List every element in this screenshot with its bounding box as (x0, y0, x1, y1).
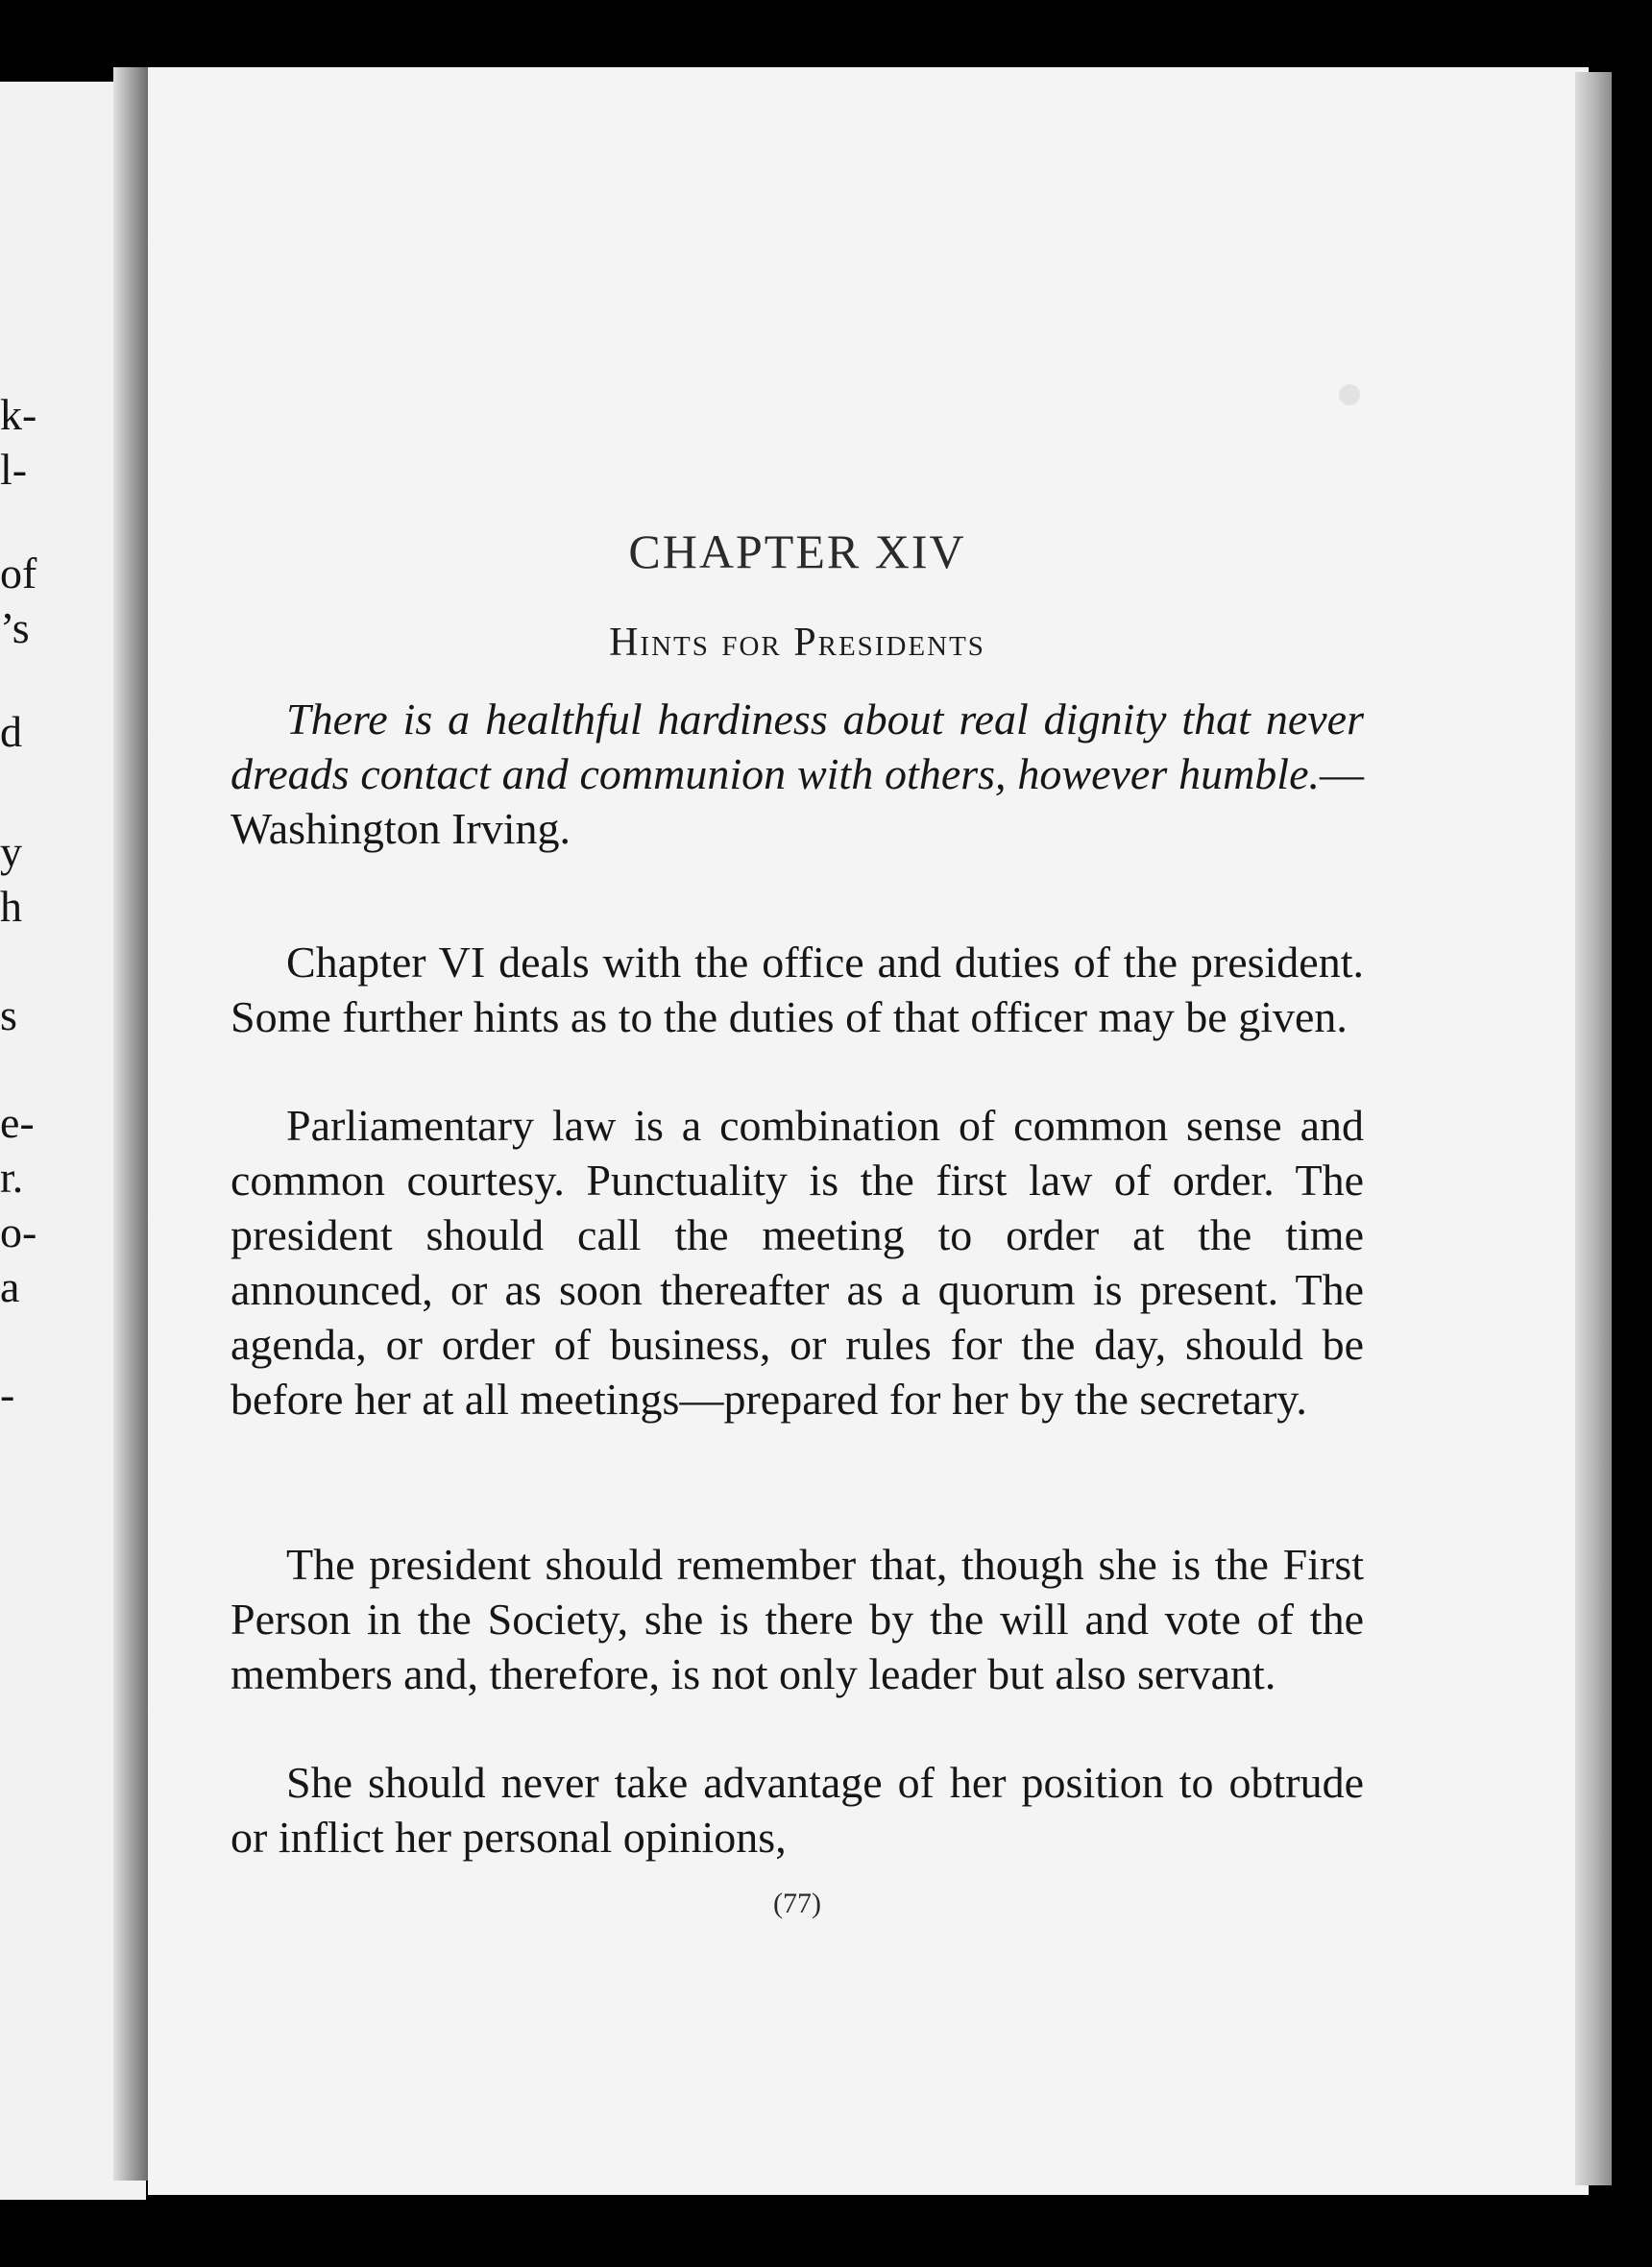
epigraph (231, 692, 1364, 856)
fragment: a (0, 1262, 20, 1311)
paragraph: She should never take advantage of her position to obtrude or inflict her personal opinions, (231, 1758, 1364, 1862)
fragment: y (0, 827, 22, 876)
paragraph: The president should remember that, though she is the First Person in the Society, she is there by the will and vote of the members and, therefore, is not only leader but also servant. (231, 1540, 1364, 1698)
fragment: ’s (0, 603, 30, 652)
fragment: k- (0, 390, 37, 439)
fragment: - (0, 1370, 15, 1419)
paper-blemish (1339, 384, 1360, 405)
epigraph-quote: There is a healthful hardiness about real dignity that never dreads contact and communion with others, however humble. (231, 695, 1364, 798)
chapter-subtitle: Hints for Presidents (609, 621, 985, 665)
book-gutter (113, 67, 148, 2181)
chapter-title: CHAPTER XIV (628, 524, 966, 578)
paragraph: Chapter VI deals with the office and duties of the president. Some further hints as to the duties of that officer may be given. (231, 938, 1364, 1041)
fragment: o- (0, 1207, 37, 1256)
fragment: r. (0, 1153, 24, 1202)
page-edge (1575, 72, 1612, 2185)
fragment: h (0, 882, 22, 931)
fragment: of (0, 548, 37, 597)
epigraph-attribution: —Washington Irving. (231, 749, 1364, 853)
fragment: d (0, 707, 22, 756)
fragment: s (0, 990, 17, 1039)
paragraph: Parliamentary law is a combination of common sense and common courtesy. Punctuality is the first law of order. The president should call the meeting to order at the time announced, or as soon thereafter as a quorum is present. The agenda, or order of business, or rules for the day, should be before her at all meetings—prepared for her by the secretary. (231, 1101, 1364, 1424)
fragment: l- (0, 445, 28, 494)
page-number: (77) (773, 1888, 821, 1919)
fragment: e- (0, 1098, 35, 1147)
